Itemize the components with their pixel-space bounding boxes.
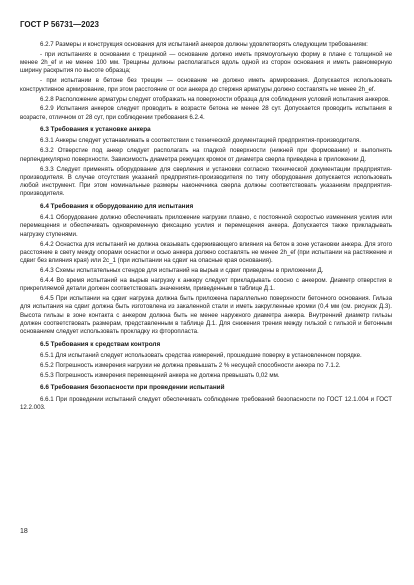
document-header: ГОСТ Р 56731—2023	[20, 20, 99, 29]
section-heading: 6.4 Требования к оборудованию для испытания	[40, 202, 194, 210]
paragraph: 6.5.2 Погрешность измерения нагрузки не должна превышать 2 % несущей способности анкера по 7.1.2.	[40, 361, 341, 369]
section-heading: 6.5 Требования к средствам контроля	[40, 340, 161, 348]
paragraph: 6.3.2 Отверстие под анкер следует располагать на гладкой поверхности (нижней при формовании) и выполнять перпендикулярно поверхности. Зависимость диаметра режущих кромок от диаметра сверла приведена в приложении Д.	[20, 147, 392, 163]
paragraph: 6.4.1 Оборудование должно обеспечивать приложение нагрузки плавно, с постоянной скоростью изменения усилия или перемещения и обеспечивать одновременную фиксацию усилия и перемещения анкера. Допускается также прикладывать нагрузку ступенями.	[20, 214, 392, 238]
paragraph: 6.4.2 Оснастка для испытаний не должна оказывать сдерживающего влияния на бетон в зоне установки анкера. Для этого расстояние в свету между опорами оснастки и осью анкера должно составлять не менее 2h_ef (при испытании на растяжение и сдвиг без влияния края) или 2c_1 (при испытании на сдвиг на опасные края основания).	[20, 240, 392, 265]
section-heading: 6.3 Требования к установке анкера	[40, 126, 151, 134]
paragraph: - при испытании в бетоне без трещин — основание не должно иметь армирования. Допускается использовать конструктивное армирование, при этом расстояние от оси анкера до стержня арматуры должно составлять не менее 2h_ef.	[20, 77, 392, 93]
document-body	[20, 41, 392, 412]
paragraph: 6.4.4 Во время испытаний на вырыв нагрузку к анкеру следует прикладывать соосно с анкером. Диаметр отверстия в прикрепляемой детали должен соответствовать значениям, приведенным в таблице Д.1.	[20, 276, 392, 293]
paragraph: 6.5.3 Погрешность измерения перемещений анкера не должна превышать 0,02 мм.	[40, 371, 280, 379]
paragraph: 6.2.8 Расположение арматуры следует отображать на поверхности образца для соблюдения условий испытания анкеров.	[40, 95, 390, 103]
paragraph: 6.3.3 Следует применять оборудование для сверления и установки согласно технической документации предприятия-производителя. В случае отсутствия указаний предприятия-производителя по типу оборудования допускается использовать любой инструмент. При этом номинальные размеры наконечника сверла должны соответствовать указаниям предприятия-производителя.	[20, 165, 392, 198]
paragraph: 6.3.1 Анкеры следует устанавливать в соответствии с технической документацией предприятия-производителя.	[40, 137, 361, 145]
section-heading: 6.6 Требования безопасности при проведении испытаний	[40, 384, 225, 392]
paragraph: 6.5.1 Для испытаний следует использовать средства измерений, прошедшие поверку в установленном порядке.	[40, 352, 362, 360]
paragraph: 6.4.5 При испытании на сдвиг нагрузка должна быть приложена параллельно поверхности бетонного основания. Гильза для испытания на сдвиг должна быть изготовлена из закаленной стали и иметь закругленные кромки (0,4 мм (см. рисунок Д.3). Высота гильзы в зоне контакта с анкером должна быть не менее наружного диаметра анкера. Внутренний диаметр гильзы должен соответствовать размерам, представленным в таблице Д.1. Для снижения трения между гильзой с гильзой и бетонным основанием следует использовать прокладку из фторопласта.	[20, 295, 392, 336]
paragraph: - при испытаниях в основании с трещиной — основание должно иметь прямоугольную форму в плане с толщиной не менее 2h_ef и не менее 100 мм. Трещины должны располагаться вдоль одной из сторон основания и иметь равномерную ширину раскрытия по высоте образца;	[20, 50, 392, 75]
paragraph: 6.2.9 Испытания анкеров следует проводить в возрасте бетона не менее 28 сут. Допускается проводить испытания в возрасте, отличном от 28 сут, при соблюдении требования 6.2.4.	[20, 105, 392, 121]
page-number: 18	[20, 528, 28, 535]
paragraph: 6.6.1 При проведении испытаний следует обеспечивать соблюдение требований безопасности по ГОСТ 12.1.004 и ГОСТ 12.2.003.	[20, 395, 392, 411]
paragraph: 6.4.3 Схемы испытательных стендов для испытаний на вырыв и сдвиг приведены в приложении Д.	[40, 267, 324, 275]
paragraph: 6.2.7 Размеры и конструкция основания для испытаний анкеров должны удовлетворять следующим требованиям:	[40, 41, 368, 48]
